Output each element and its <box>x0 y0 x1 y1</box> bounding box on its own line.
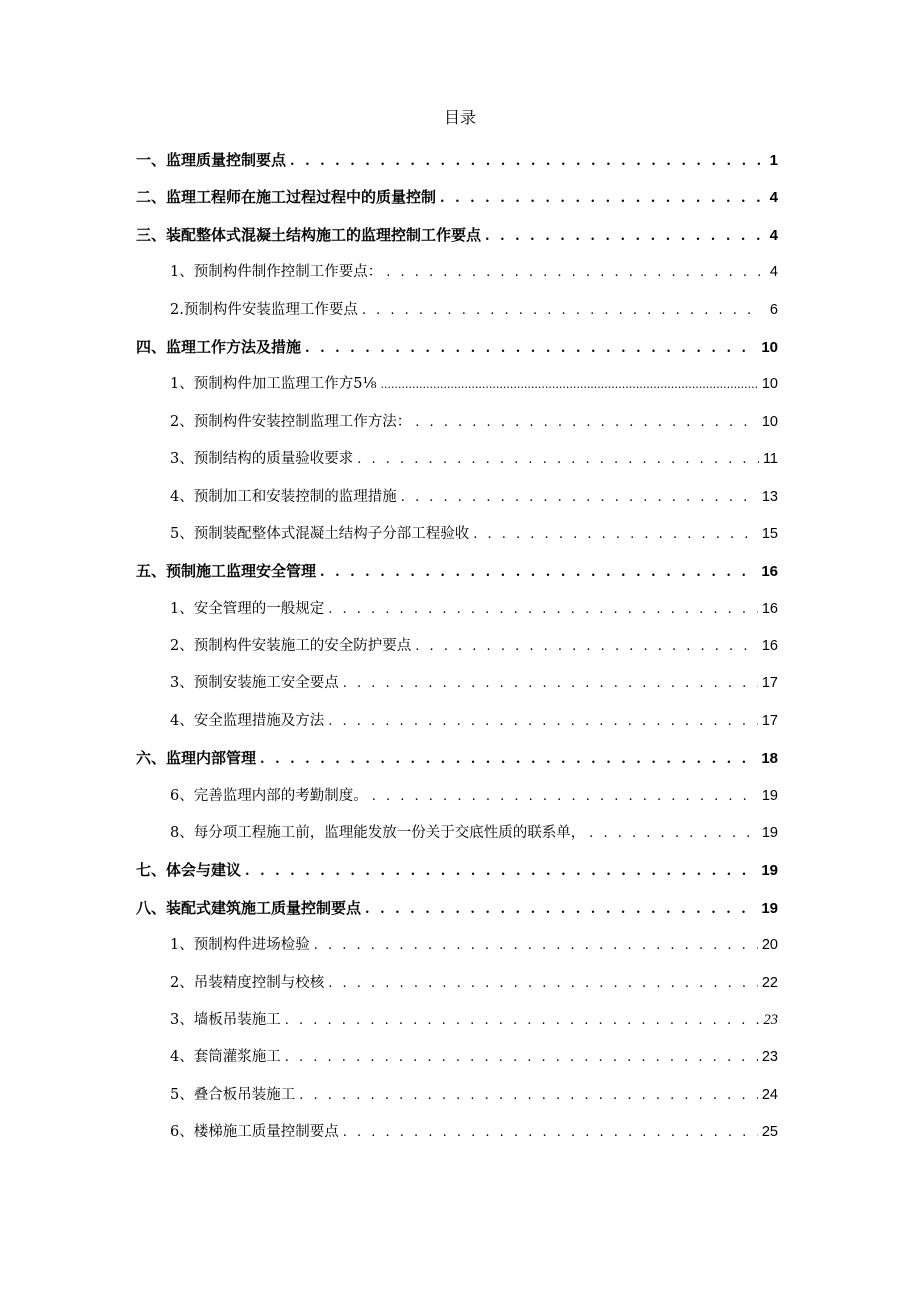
dot-leader <box>299 1077 758 1114</box>
dot-leader <box>245 853 757 890</box>
toc-page-number: 23 <box>763 1011 778 1028</box>
dot-leader <box>285 1039 758 1076</box>
toc-entry-label: 3、预制结构的质量验收要求 <box>170 451 354 468</box>
toc-page-number: 22 <box>761 974 778 991</box>
dot-leader <box>328 591 758 628</box>
dot-leader <box>285 1002 760 1039</box>
table-of-contents <box>136 142 778 1152</box>
toc-page-number: 13 <box>761 488 778 505</box>
toc-entry-label: 1、预制构件进场检验 <box>170 937 310 954</box>
toc-subentry[interactable] <box>136 665 778 702</box>
toc-subentry[interactable] <box>136 1039 778 1076</box>
toc-page-number: 19 <box>761 899 778 917</box>
toc-subentry[interactable] <box>136 479 778 516</box>
dot-leader <box>328 965 758 1002</box>
toc-page-number: 4 <box>769 264 778 281</box>
toc-subentry[interactable] <box>136 815 778 852</box>
toc-entry-label: 8、每分项工程施工前，监理能发放一份关于交底性质的联系单， <box>170 825 586 842</box>
toc-subentry[interactable] <box>136 254 778 291</box>
dot-leader <box>365 891 757 928</box>
dot-leader <box>343 665 758 702</box>
toc-entry-label: 八、装配式建筑施工质量控制要点 <box>136 898 362 917</box>
toc-title: 目录 <box>443 108 476 127</box>
toc-entry-label: 五、预制施工监理安全管理 <box>136 562 317 581</box>
toc-entry-label: 1、安全管理的一般规定 <box>170 600 325 617</box>
toc-entry-label: 4、安全监理措施及方法 <box>170 712 325 729</box>
toc-entry-label: 2.预制构件安装监理工作要点 <box>170 301 358 318</box>
toc-page-number: 25 <box>761 1124 778 1141</box>
toc-entry[interactable] <box>136 142 778 179</box>
toc-page-number: 20 <box>761 937 778 954</box>
toc-subentry[interactable] <box>136 628 778 665</box>
toc-page-number: 4 <box>769 189 778 207</box>
dot-leader <box>305 330 757 367</box>
toc-page-number: 11 <box>762 451 778 468</box>
toc-entry[interactable] <box>136 740 778 777</box>
toc-subentry[interactable] <box>136 1077 778 1114</box>
toc-entry-label: 四、监理工作方法及措施 <box>136 337 302 356</box>
toc-page-number: 10 <box>761 376 778 393</box>
dot-leader <box>260 741 757 778</box>
toc-entry[interactable] <box>136 217 778 254</box>
toc-subentry[interactable] <box>136 292 778 329</box>
toc-entry-label: 6、楼梯施工质量控制要点 <box>170 1124 339 1141</box>
toc-page-number: 17 <box>761 675 778 692</box>
toc-entry-label: 4、套筒灌浆施工 <box>170 1049 281 1066</box>
dot-leader <box>343 1114 758 1151</box>
toc-subentry[interactable] <box>136 516 778 553</box>
dot-leader <box>372 778 758 815</box>
toc-entry[interactable] <box>136 852 778 889</box>
toc-subentry[interactable] <box>136 404 778 441</box>
toc-page-number: 6 <box>769 301 778 318</box>
dot-leader <box>328 703 758 740</box>
toc-page-number: 19 <box>761 787 778 804</box>
toc-entry-label: 三、装配整体式混凝土结构施工的监理控制工作要点 <box>136 225 482 244</box>
toc-page-number: 19 <box>761 825 778 842</box>
dot-leader <box>401 479 758 516</box>
toc-page-number: 24 <box>761 1086 778 1103</box>
dot-leader <box>415 404 758 441</box>
toc-entry-label: 六、监理内部管理 <box>136 749 257 768</box>
toc-subentry[interactable] <box>136 1002 778 1039</box>
dot-leader <box>415 628 758 665</box>
toc-entry[interactable] <box>136 553 778 590</box>
toc-entry[interactable] <box>136 890 778 927</box>
toc-page-number: 15 <box>761 525 778 542</box>
toc-page-number: 16 <box>761 563 778 581</box>
toc-page-number: 4 <box>769 226 778 244</box>
toc-page-number: 1 <box>769 152 778 169</box>
dot-leader <box>357 441 759 478</box>
toc-subentry[interactable] <box>136 441 778 478</box>
toc-subentry[interactable] <box>136 1114 778 1151</box>
dot-leader <box>290 143 760 180</box>
dot-leader <box>362 292 760 329</box>
toc-entry-label: 1、预制构件加工监理工作方5⅛ <box>170 376 377 393</box>
toc-entry-label: 2、预制构件安装施工的安全防护要点 <box>170 638 412 655</box>
dot-leader <box>314 927 758 964</box>
toc-entry[interactable] <box>136 179 778 216</box>
dot-leader <box>485 218 760 255</box>
dot-leader <box>473 516 758 553</box>
toc-page-number: 10 <box>761 338 778 356</box>
toc-entry-label: 2、吊装精度控制与校核 <box>170 974 325 991</box>
toc-entry-label: 3、预制安装施工安全要点 <box>170 675 339 692</box>
dot-leader <box>386 254 760 291</box>
toc-entry-label: 2、预制构件安装控制监理工作方法： <box>170 413 412 430</box>
toc-subentry[interactable] <box>136 927 778 964</box>
toc-entry-label: 5、叠合板吊装施工 <box>170 1086 296 1103</box>
toc-page-number: 19 <box>761 862 778 880</box>
toc-subentry[interactable] <box>136 366 778 403</box>
toc-page-number: 16 <box>761 638 778 655</box>
toc-entry[interactable] <box>136 329 778 366</box>
toc-page-number: 10 <box>761 413 778 430</box>
toc-entry-label: 5、预制装配整体式混凝土结构子分部工程验收 <box>170 525 470 542</box>
dot-leader <box>589 815 758 852</box>
toc-entry-label: 4、预制加工和安装控制的监理措施 <box>170 488 397 505</box>
toc-entry-label: 6、完善监理内部的考勤制度。 <box>170 787 368 804</box>
toc-subentry[interactable] <box>136 965 778 1002</box>
toc-entry-label: 二、监理工程师在施工过程过程中的质量控制 <box>136 188 437 207</box>
toc-page-number: 23 <box>761 1049 778 1066</box>
toc-page-number: 18 <box>761 750 778 768</box>
dot-leader <box>320 554 757 591</box>
toc-page-number: 16 <box>761 600 778 617</box>
toc-page-number: 17 <box>761 712 778 729</box>
dot-leader <box>381 366 758 403</box>
toc-entry-label: 七、体会与建议 <box>136 861 242 880</box>
toc-subentry[interactable] <box>136 778 778 815</box>
toc-entry-label: 3、墙板吊装施工 <box>170 1011 281 1028</box>
toc-subentry[interactable] <box>136 591 778 628</box>
dot-leader <box>440 180 760 217</box>
toc-entry-label: 一、监理质量控制要点 <box>136 151 287 169</box>
toc-entry-label: 1、预制构件制作控制工作要点： <box>170 264 383 281</box>
toc-subentry[interactable] <box>136 703 778 740</box>
